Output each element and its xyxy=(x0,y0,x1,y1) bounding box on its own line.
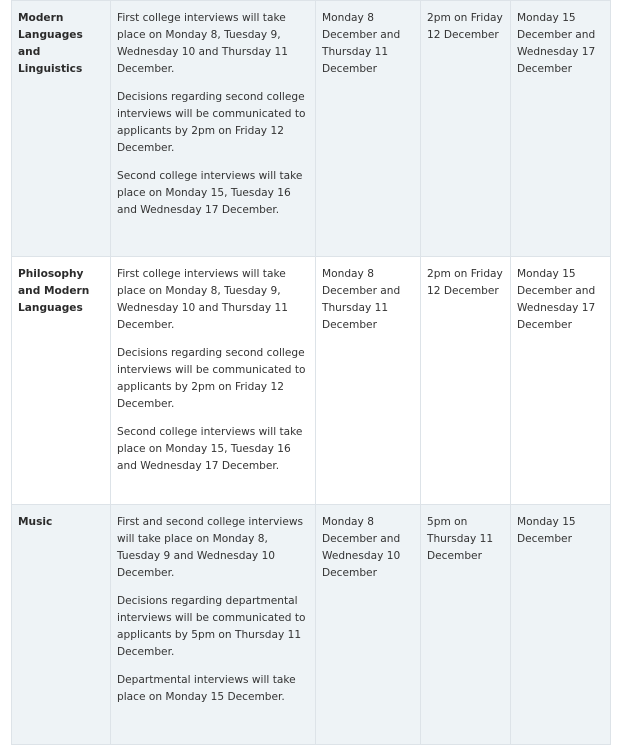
detail-paragraph: Departmental interviews will take place on Monday 15 December. xyxy=(117,674,296,703)
decision-time: 2pm on Friday 12 December xyxy=(427,268,503,297)
second-interviews-cell xyxy=(511,505,611,745)
detail-paragraph: Decisions regarding second college interviews will be communicated to applicants by 2pm on Friday 12 December. xyxy=(117,347,306,410)
first-interviews-cell xyxy=(316,1,421,257)
subject-name: Music xyxy=(18,516,53,528)
decision-time-cell xyxy=(421,257,511,505)
first-interviews-dates: Monday 8 December and Thursday 11 December xyxy=(322,12,401,75)
table-row xyxy=(12,1,611,257)
detail-paragraph: First college interviews will take place on Monday 8, Tuesday 9, Wednesday 10 and Thursday 11 December. xyxy=(117,268,288,331)
detail-paragraph: Second college interviews will take place on Monday 15, Tuesday 16 and Wednesday 17 December. xyxy=(117,170,303,216)
table-row xyxy=(12,505,611,745)
detail-paragraph: Decisions regarding departmental interviews will be communicated to applicants by 5pm on Thursday 11 December. xyxy=(117,595,306,658)
table-row xyxy=(12,257,611,505)
second-interviews-dates: Monday 15 December and Wednesday 17 December xyxy=(517,12,596,75)
subject-name: Philosophy and Modern Languages xyxy=(18,268,90,314)
decision-time-cell xyxy=(421,505,511,745)
interview-schedule-table xyxy=(11,0,611,745)
detail-paragraph: First college interviews will take place on Monday 8, Tuesday 9, Wednesday 10 and Thursday 11 December. xyxy=(117,12,288,75)
first-interviews-dates: Monday 8 December and Thursday 11 December xyxy=(322,268,401,331)
second-interviews-dates: Monday 15 December xyxy=(517,516,576,545)
subject-cell xyxy=(12,1,111,257)
decision-time-cell xyxy=(421,1,511,257)
details-cell xyxy=(111,1,316,257)
second-interviews-cell xyxy=(511,1,611,257)
second-interviews-cell xyxy=(511,257,611,505)
second-interviews-dates: Monday 15 December and Wednesday 17 December xyxy=(517,268,596,331)
first-interviews-cell xyxy=(316,257,421,505)
detail-paragraph: Second college interviews will take place on Monday 15, Tuesday 16 and Wednesday 17 December. xyxy=(117,426,303,472)
details-cell xyxy=(111,505,316,745)
details-cell xyxy=(111,257,316,505)
decision-time: 2pm on Friday 12 December xyxy=(427,12,503,41)
first-interviews-dates: Monday 8 December and Wednesday 10 December xyxy=(322,516,401,579)
subject-cell xyxy=(12,257,111,505)
decision-time: 5pm on Thursday 11 December xyxy=(427,516,494,562)
detail-paragraph: First and second college interviews will take place on Monday 8, Tuesday 9 and Wednesday 10 December. xyxy=(117,516,304,579)
detail-paragraph: Decisions regarding second college interviews will be communicated to applicants by 2pm on Friday 12 December. xyxy=(117,91,306,154)
subject-name: Modern Languages and Linguistics xyxy=(18,12,83,75)
subject-cell xyxy=(12,505,111,745)
first-interviews-cell xyxy=(316,505,421,745)
